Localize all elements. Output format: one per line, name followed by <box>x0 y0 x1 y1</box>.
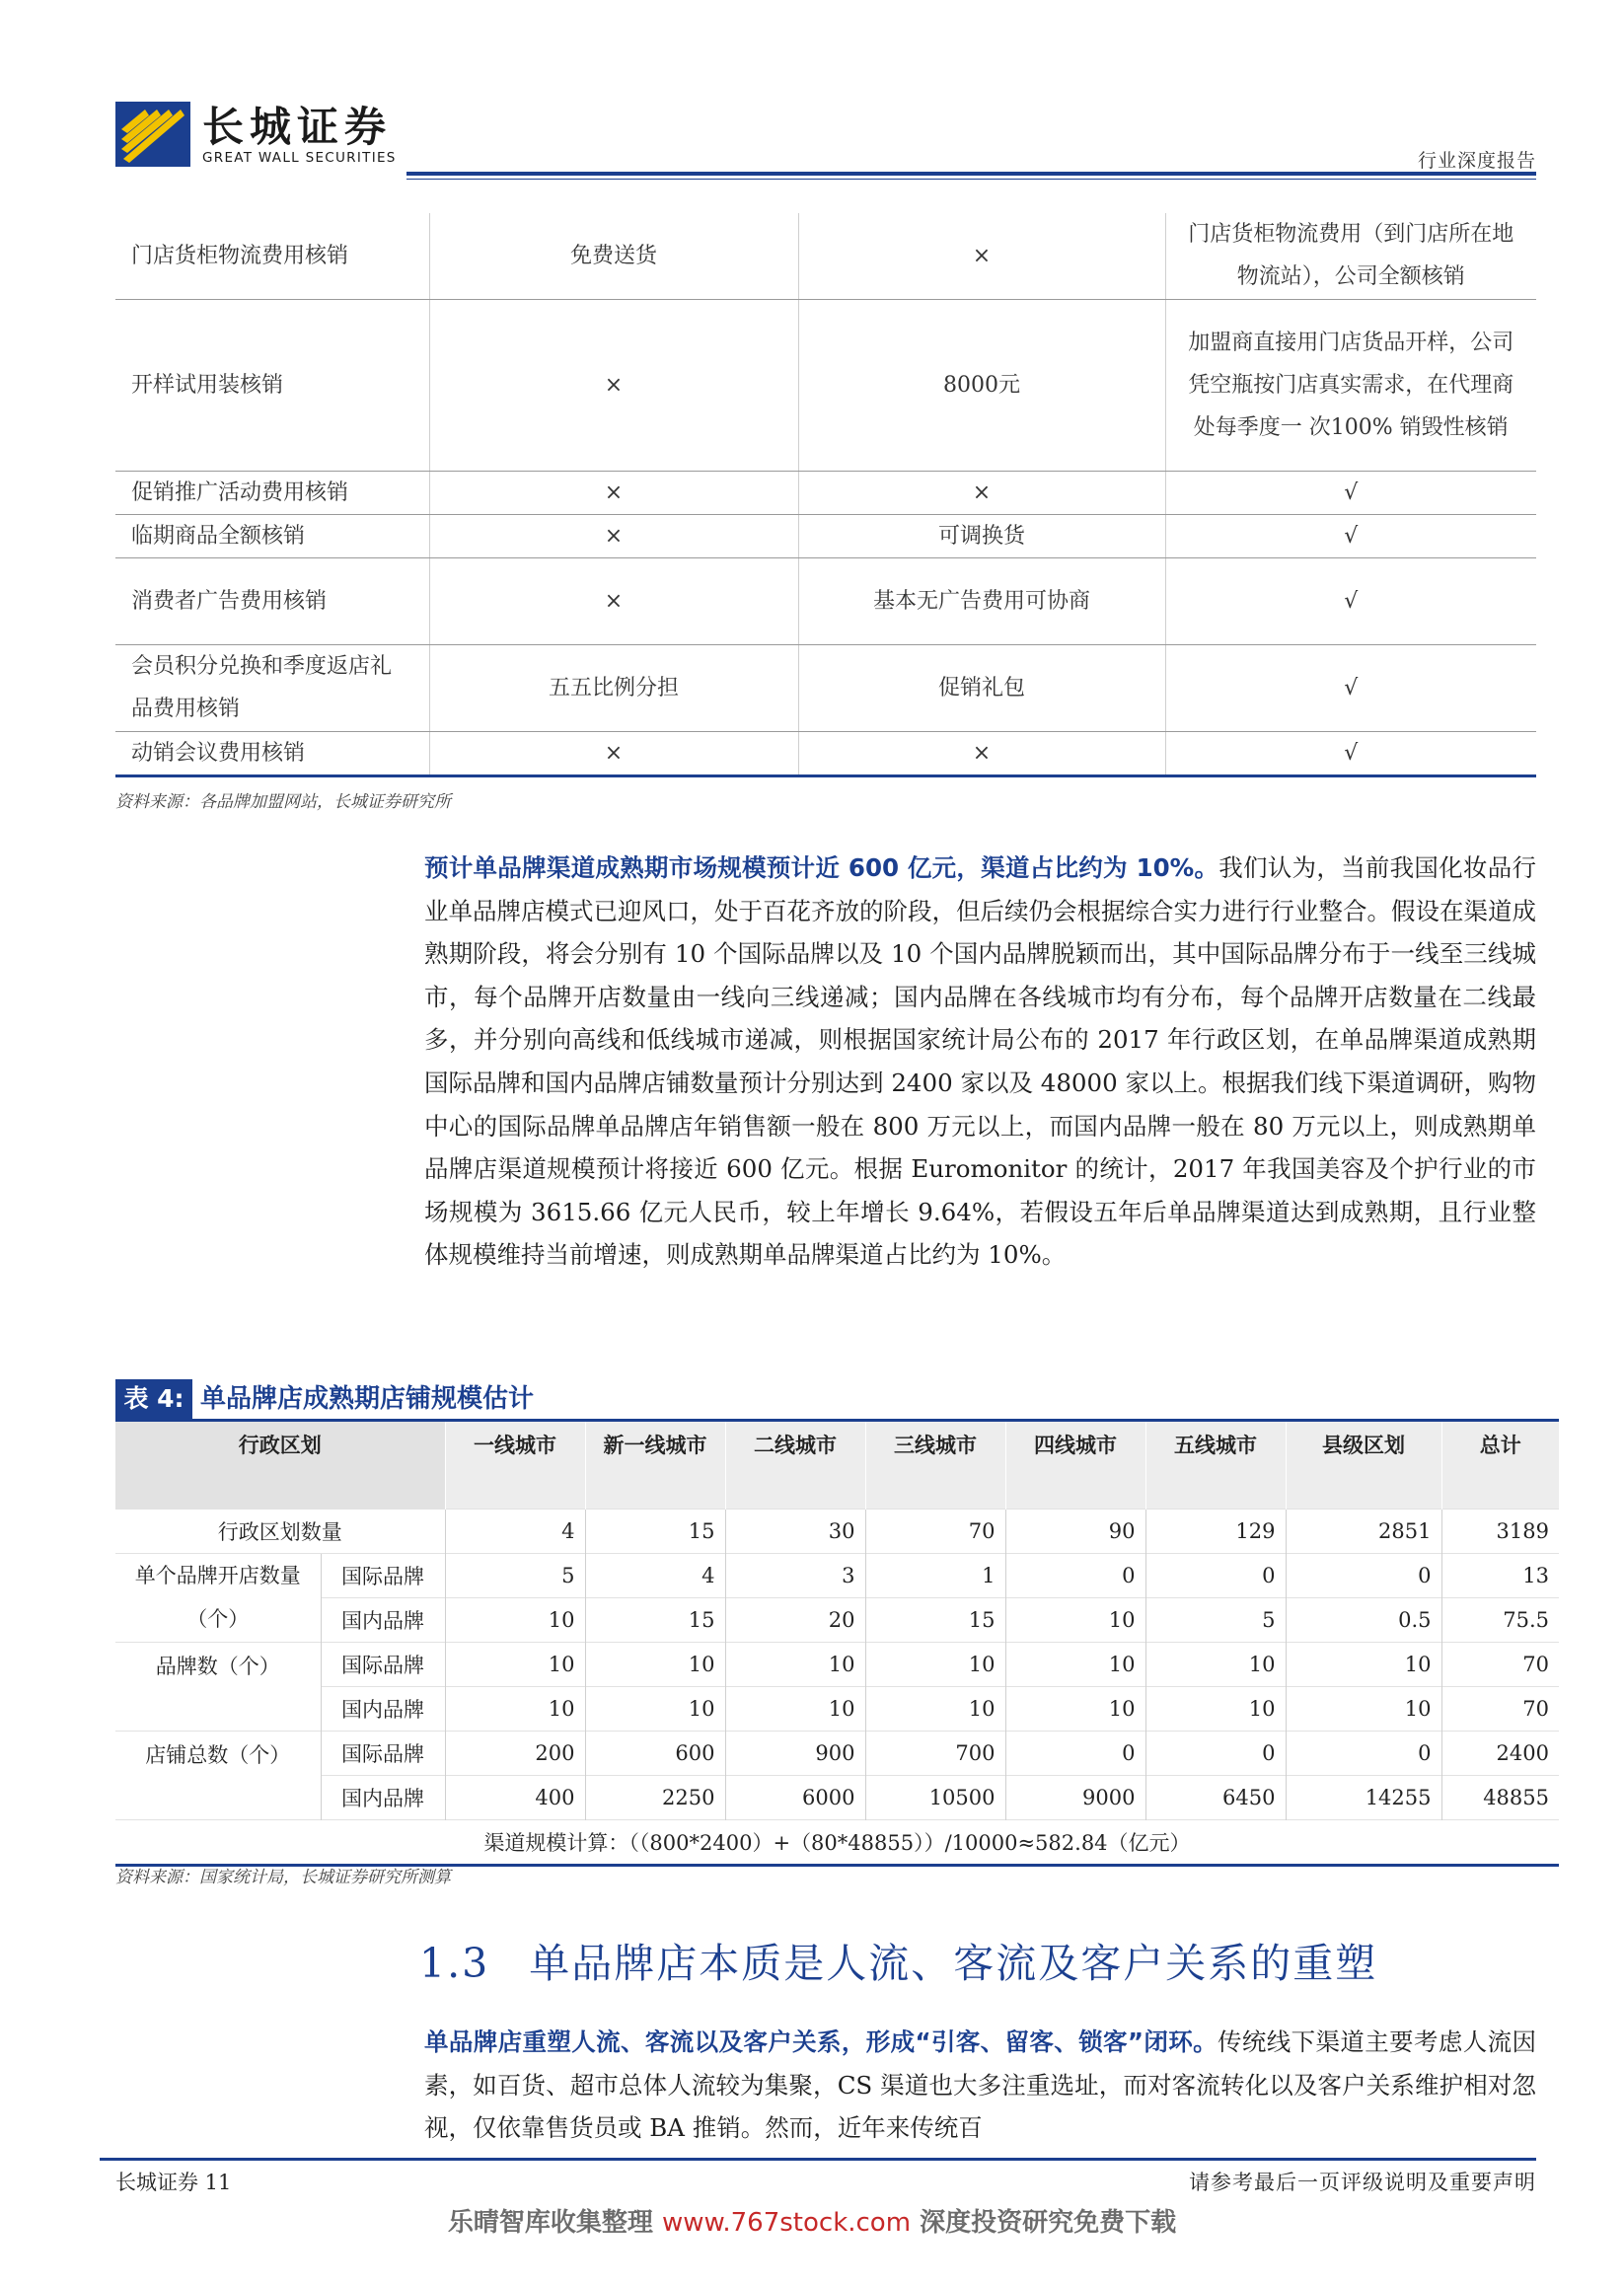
paragraph-lead: 单品牌店重塑人流、客流以及客户关系，形成“引客、留客、锁客”闭环。 <box>424 2027 1218 2056</box>
table-cell: 15 <box>585 1597 725 1642</box>
table-cell: 动销会议费用核销 <box>115 731 429 775</box>
header-cell: 总计 <box>1441 1422 1559 1509</box>
table-cell: 2250 <box>585 1775 725 1819</box>
table-cell: 15 <box>585 1509 725 1553</box>
row-label: 行政区划数量 <box>115 1509 445 1553</box>
table-cell: 400 <box>445 1775 585 1819</box>
row-group-label: 品牌数（个） <box>115 1642 321 1731</box>
table-row <box>115 557 1536 644</box>
table-cell: 70 <box>865 1509 1005 1553</box>
table-cell: 消费者广告费用核销 <box>115 557 429 644</box>
table-cell: 0 <box>1145 1553 1286 1597</box>
table-cell: 9000 <box>1005 1775 1145 1819</box>
header-cell: 一线城市 <box>445 1422 585 1509</box>
single-brand-paragraph <box>424 2021 1536 2150</box>
table-cell: × <box>429 514 798 557</box>
section-number: 1.3 <box>419 1940 490 1987</box>
footer-disclaimer: 请参考最后一页评级说明及重要声明 <box>1189 2171 1536 2194</box>
table-cell: 10 <box>1286 1642 1441 1686</box>
table-cell: 开样试用装核销 <box>115 299 429 471</box>
table-row <box>115 514 1536 557</box>
table-cell: 促销推广活动费用核销 <box>115 471 429 514</box>
table-cell: 加盟商直接用门店货品开样，公司凭空瓶按门店真实需求，在代理商处每季度一 次100% 销毁性核销 <box>1165 299 1536 471</box>
table4-caption <box>115 1379 1559 1419</box>
watermark-prefix: 乐晴智库收集整理 <box>447 2208 653 2238</box>
table-cell: 免费送货 <box>429 213 798 299</box>
row-sublabel: 国内品牌 <box>321 1775 445 1819</box>
row-sublabel: 国际品牌 <box>321 1553 445 1597</box>
row-group-label: 单个品牌开店数量（个） <box>115 1553 321 1642</box>
franchise-cost-table <box>115 213 1536 777</box>
table-cell: 14255 <box>1286 1775 1441 1819</box>
table-row <box>115 1509 1559 1553</box>
table-cell: √ <box>1165 731 1536 775</box>
table-cell: × <box>429 557 798 644</box>
table-row <box>115 471 1536 514</box>
table-cell: 门店货柜物流费用（到门店所在地物流站），公司全额核销 <box>1165 213 1536 299</box>
header-cell: 五线城市 <box>1145 1422 1286 1509</box>
table-cell: 75.5 <box>1441 1597 1559 1642</box>
table-row <box>115 1775 1559 1819</box>
table-cell: 0 <box>1286 1731 1441 1775</box>
table-cell: 10 <box>725 1686 865 1731</box>
watermark-suffix: 深度投资研究免费下载 <box>920 2208 1177 2238</box>
table-cell: 10 <box>445 1686 585 1731</box>
company-name-cn: 长城证券 <box>202 103 393 151</box>
paragraph-lead: 预计单品牌渠道成熟期市场规模预计近 600 亿元，渠道占比约为 10%。 <box>424 853 1219 882</box>
table-row <box>115 1686 1559 1731</box>
table-cell: 129 <box>1145 1509 1286 1553</box>
table-cell: 10 <box>865 1642 1005 1686</box>
table-cell: × <box>429 299 798 471</box>
table-cell: 15 <box>865 1597 1005 1642</box>
table-cell: 8000元 <box>798 299 1165 471</box>
table-cell: 13 <box>1441 1553 1559 1597</box>
table-cell: 30 <box>725 1509 865 1553</box>
table-cell: × <box>429 731 798 775</box>
table-cell: 600 <box>585 1731 725 1775</box>
table-row <box>115 1553 1559 1597</box>
table-cell: 90 <box>1005 1509 1145 1553</box>
table-cell: 可调换货 <box>798 514 1165 557</box>
table-cell: 10 <box>865 1686 1005 1731</box>
table-cell: 4 <box>585 1553 725 1597</box>
header-divider <box>406 172 1536 176</box>
table-cell: 会员积分兑换和季度返店礼品费用核销 <box>115 644 429 731</box>
watermark <box>0 2202 1624 2239</box>
table1-source: 资料来源：各品牌加盟网站，长城证券研究所 <box>115 792 451 812</box>
table-title: 单品牌店成熟期店铺规模估计 <box>200 1384 535 1414</box>
company-logo-icon <box>115 102 190 167</box>
header-cell: 二线城市 <box>725 1422 865 1509</box>
table-cell: × <box>798 731 1165 775</box>
table-cell: √ <box>1165 644 1536 731</box>
row-sublabel: 国内品牌 <box>321 1686 445 1731</box>
table-cell: 200 <box>445 1731 585 1775</box>
table-row <box>115 1731 1559 1775</box>
footer-divider <box>100 2158 1536 2161</box>
store-scale-table <box>115 1422 1559 1867</box>
table-row <box>115 1819 1559 1865</box>
table-cell: √ <box>1165 514 1536 557</box>
paragraph-body: 传统线下渠道主要考虑人流因素，如百货、超市总体人流较为集聚，CS 渠道也大多注重选址，而对客流转化以及客户关系维护相对忽视，仅依靠售货员或 BA 推销。然而，近年来传统百 <box>424 2027 1537 2143</box>
table-cell: 4 <box>445 1509 585 1553</box>
table-cell: 700 <box>865 1731 1005 1775</box>
table-cell: 10 <box>1005 1642 1145 1686</box>
table-cell: 促销礼包 <box>798 644 1165 731</box>
table-cell: 五五比例分担 <box>429 644 798 731</box>
row-sublabel: 国际品牌 <box>321 1642 445 1686</box>
table-cell: 3 <box>725 1553 865 1597</box>
table2-source: 资料来源：国家统计局，长城证券研究所测算 <box>115 1868 451 1887</box>
table-cell: 6000 <box>725 1775 865 1819</box>
table-cell: 10 <box>585 1642 725 1686</box>
table-cell: 6450 <box>1145 1775 1286 1819</box>
table-row <box>115 731 1536 775</box>
table-cell: 2400 <box>1441 1731 1559 1775</box>
table-row <box>115 1597 1559 1642</box>
table-cell: 临期商品全额核销 <box>115 514 429 557</box>
table-row <box>115 299 1536 471</box>
table-cell: 70 <box>1441 1686 1559 1731</box>
paragraph-body: 我们认为，当前我国化妆品行业单品牌店模式已迎风口，处于百花齐放的阶段，但后续仍会根据综合实力进行行业整合。假设在渠道成熟期阶段，将会分别有 10 个国际品牌以及 10 个国内品牌脱颖而出，其中国际品牌分布于一线至三线城市，每个品牌开店数量由一线向三线递减；国内品牌在各线城市均有分布，每个品牌开店数量在二线最多，并分别向高线和低线城市递减，则根据国家统计局公布的 2017 年行政区划，在单品牌渠道成熟期国际品牌和国内品牌店铺数量预计分别达到 2400 家以及 48000 家以上。根据我们线下渠道调研，购物中心的国际品牌单品牌店年销售额一般在 800 万元以上，而国内品牌一般在 80 万元以上，则成熟期单品牌店渠道规模预计将接近 600 亿元。根据 Euromonitor 的统计，2017 年我国美容及个护行业的市场规模为 3615.66 亿元人民币，较上年增长 9.64%，若假设五年后单品牌渠道达到成熟期，且行业整体规模维持当前增速，则成熟期单品牌渠道占比约为 10%。 <box>424 853 1536 1270</box>
table-cell: 10 <box>445 1642 585 1686</box>
table-cell: 5 <box>1145 1597 1286 1642</box>
formula-cell: 渠道规模计算：（（800*2400）+（80*48855））/10000≈582.84（亿元） <box>115 1819 1559 1865</box>
table-cell: 0 <box>1005 1731 1145 1775</box>
table-number-badge: 表 4: <box>115 1379 192 1419</box>
row-sublabel: 国际品牌 <box>321 1731 445 1775</box>
header-cell: 县级区划 <box>1286 1422 1441 1509</box>
report-type-label: 行业深度报告 <box>1417 150 1536 172</box>
table-cell: 10 <box>725 1642 865 1686</box>
table-cell: 900 <box>725 1731 865 1775</box>
header-cell: 四线城市 <box>1005 1422 1145 1509</box>
table-row <box>115 1642 1559 1686</box>
table-row <box>115 644 1536 731</box>
table-cell: √ <box>1165 471 1536 514</box>
table-cell: 10500 <box>865 1775 1005 1819</box>
table-cell: 10 <box>1005 1597 1145 1642</box>
table-cell: 0.5 <box>1286 1597 1441 1642</box>
table-cell: 0 <box>1286 1553 1441 1597</box>
table-cell: × <box>798 213 1165 299</box>
company-name-en: GREAT WALL SECURITIES <box>202 150 397 166</box>
table-cell: 10 <box>585 1686 725 1731</box>
market-size-paragraph <box>424 847 1536 1277</box>
header-divider-thin <box>406 179 1536 180</box>
table-cell: 10 <box>1145 1642 1286 1686</box>
table-cell: 0 <box>1145 1731 1286 1775</box>
table-header-row <box>115 1422 1559 1509</box>
table-cell: 10 <box>445 1597 585 1642</box>
table-cell: √ <box>1165 557 1536 644</box>
table-cell: 48855 <box>1441 1775 1559 1819</box>
table-cell: 3189 <box>1441 1509 1559 1553</box>
table-cell: 10 <box>1145 1686 1286 1731</box>
table-cell: 20 <box>725 1597 865 1642</box>
table-cell: 0 <box>1005 1553 1145 1597</box>
table-cell: 10 <box>1005 1686 1145 1731</box>
section-title: 单品牌店本质是人流、客流及客户关系的重塑 <box>529 1940 1378 1987</box>
row-sublabel: 国内品牌 <box>321 1597 445 1642</box>
table-cell: 基本无广告费用可协商 <box>798 557 1165 644</box>
footer-page-label: 长城证券 11 <box>115 2171 232 2194</box>
table-cell: × <box>798 471 1165 514</box>
table-cell: 10 <box>1286 1686 1441 1731</box>
table-cell: 2851 <box>1286 1509 1441 1553</box>
section-heading <box>419 1931 1377 1989</box>
table-cell: × <box>429 471 798 514</box>
header-cell: 行政区划 <box>115 1422 445 1509</box>
header-cell: 新一线城市 <box>585 1422 725 1509</box>
watermark-url[interactable]: www.767stock.com <box>661 2208 912 2238</box>
table-cell: 5 <box>445 1553 585 1597</box>
header-cell: 三线城市 <box>865 1422 1005 1509</box>
table-cell: 1 <box>865 1553 1005 1597</box>
table-cell: 门店货柜物流费用核销 <box>115 213 429 299</box>
table-cell: 70 <box>1441 1642 1559 1686</box>
table-row <box>115 213 1536 299</box>
row-group-label: 店铺总数（个） <box>115 1731 321 1819</box>
